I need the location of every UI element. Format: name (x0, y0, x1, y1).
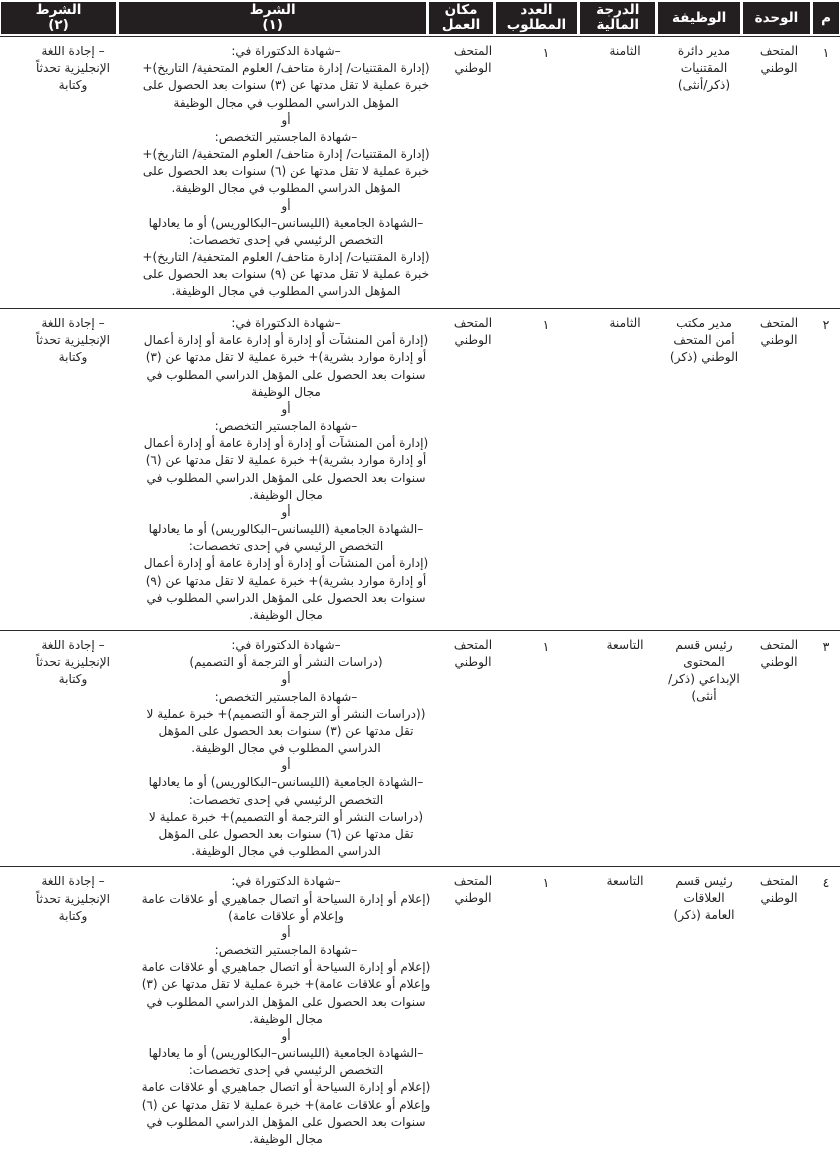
cell-grade: التاسعة (606, 638, 644, 653)
column-header-grade-label-line2: المالية (596, 17, 640, 33)
cell-condition-one (131, 315, 441, 624)
cell-unit: المتحف الوطني (759, 44, 799, 75)
column-header-condition-two-line2: (٢) (48, 17, 69, 33)
table-row (0, 36, 840, 308)
cell-required-count: ١ (542, 639, 550, 655)
condition-paragraph: (إدارة أمن المنشآت أو إدارة أو إدارة عامة أو إدارة أعمال أو إدارة موارد بشرية)+ خبرة عملية لا تقل مدتها عن (٣) سنوات بعد الحصول على المؤهل الدراسي المطلوب في مجال الوظيفة (143, 333, 429, 399)
table-row (0, 308, 840, 630)
cell-unit: المتحف الوطني (759, 874, 799, 906)
cell-grade: الثامنة (609, 44, 641, 58)
condition-paragraph: (دراسات النشر أو الترجمة أو التصميم)+ خبرة عملية لا تقل مدتها عن (٦) سنوات بعد الحصول على المؤهل الدراسي المطلوب في مجال الوظيفة. (148, 809, 424, 859)
cell-condition-one (131, 43, 441, 301)
condition-paragraph: –شهادة الماجستير التخصص: (214, 129, 358, 144)
cell-condition-two: – إجادة اللغة الإنجليزية تحدثاً وكتابة (35, 874, 111, 923)
cell-condition-two: – إجادة اللغة الإنجليزية تحدثاً وكتابة (35, 316, 111, 365)
column-header-job-label: الوظيفة (671, 9, 727, 26)
cell-job: رئيس قسم المحتوى الإبداعي (ذكر/أنثى) (668, 638, 740, 703)
condition-or-separator: أو (281, 504, 291, 519)
condition-paragraph: (إدارة أمن المنشآت أو إدارة أو إدارة عامة أو إدارة أعمال أو إدارة موارد بشرية)+ خبرة عملية لا تقل مدتها عن (٩) سنوات بعد الحصول على المؤهل الدراسي المطلوب في مجال الوظيفة. (143, 556, 429, 622)
cell-grade: التاسعة (606, 874, 644, 889)
column-header-grade-label-line1: الدرجة (596, 2, 640, 19)
cell-serial: ٢ (822, 317, 830, 332)
column-header-required-count-line2: المطلوب (506, 17, 567, 33)
column-header-condition-one-line2: (١) (262, 17, 283, 33)
condition-or-separator: أو (281, 112, 291, 127)
condition-paragraph: –شهادة الماجستير التخصص: (214, 943, 358, 958)
cell-condition-one (131, 873, 441, 1148)
column-header-serial-label: م (821, 9, 832, 26)
cell-required-count: ١ (542, 45, 550, 60)
cell-required-count: ١ (542, 875, 550, 891)
table-header-row (0, 0, 840, 36)
condition-paragraph: –شهادة الدكتوراة في: (231, 316, 341, 330)
column-header-workplace (429, 2, 492, 34)
condition-paragraph: –شهادة الدكتوراة في: (231, 638, 341, 653)
cell-unit: المتحف الوطني (759, 638, 799, 669)
cell-required-count: ١ (542, 317, 550, 332)
column-header-unit (743, 2, 810, 34)
cell-serial: ٣ (822, 639, 830, 655)
condition-paragraph: (إدارة المقتنيات/ إدارة متاحف/ العلوم المتحفية/ التاريخ)+ خبرة عملية لا تقل مدتها عن (٩) سنوات بعد الحصول على المؤهل الدراسي المطلوب في مجال الوظيفة. (142, 250, 430, 299)
cell-condition-two: – إجادة اللغة الإنجليزية تحدثاً وكتابة (35, 638, 111, 687)
column-header-unit-label: الوحدة (754, 9, 799, 26)
condition-paragraph: (إعلام أو إدارة السياحة أو اتصال جماهيري أو علاقات عامة وإعلام أو علاقات عامة) (141, 891, 431, 923)
cell-condition-one (131, 637, 441, 860)
condition-paragraph: –الشهادة الجامعية (الليسانس–البكالوريس) أو ما يعادلها التخصص الرئيسي في إحدى تخصصات: (148, 775, 424, 807)
condition-or-separator: أو (281, 401, 291, 416)
column-header-condition-two (1, 2, 116, 34)
table-row (0, 630, 840, 866)
cell-job: رئيس قسم العلاقات العامة (ذكر) (673, 874, 735, 922)
condition-paragraph: –شهادة الماجستير التخصص: (214, 689, 358, 704)
cell-workplace: المتحف الوطني (453, 638, 493, 669)
condition-or-separator: أو (281, 758, 291, 773)
condition-paragraph: (إعلام أو إدارة السياحة أو اتصال جماهيري أو علاقات عامة وإعلام أو علاقات عامة)+ خبرة عملية لا تقل مدتها عن (٣) سنوات بعد الحصول على المؤهل الدراسي المطلوب في مجال الوظيفة. (141, 960, 431, 1026)
condition-paragraph: (إدارة المقتنيات/ إدارة متاحف/ العلوم المتحفية/ التاريخ)+ خبرة عملية لا تقل مدتها عن (٣) سنوات بعد الحصول على المؤهل الدراسي المطلوب في مجال الوظيفة (142, 61, 430, 110)
condition-paragraph: ((دراسات النشر أو الترجمة أو التصميم)+ خبرة عملية لا تقل مدتها عن (٣) سنوات بعد الحصول على المؤهل الدراسي المطلوب في مجال الوظيفة. (146, 706, 426, 756)
column-header-workplace-line1: مكان (444, 2, 478, 19)
condition-or-separator: أو (281, 1028, 291, 1043)
cell-unit: المتحف الوطني (759, 316, 799, 347)
cell-workplace: المتحف الوطني (453, 44, 493, 75)
cell-job: مدير مكتب أمن المتحف الوطني (ذكر) (669, 316, 739, 364)
condition-paragraph: –الشهادة الجامعية (الليسانس–البكالوريس) أو ما يعادلها التخصص الرئيسي في إحدى تخصصات: (148, 522, 424, 554)
column-header-workplace-line2: العمل (441, 17, 481, 33)
cell-workplace: المتحف الوطني (453, 874, 493, 906)
condition-paragraph: –شهادة الدكتوراة في: (231, 874, 341, 889)
condition-paragraph: (دراسات النشر أو الترجمة أو التصميم) (189, 655, 383, 670)
table-row (0, 866, 840, 1154)
condition-or-separator: أو (281, 672, 291, 687)
cell-serial: ٤ (822, 875, 830, 891)
condition-or-separator: أو (281, 925, 291, 940)
column-header-required-count (496, 2, 577, 34)
cell-grade: الثامنة (609, 316, 641, 330)
cell-workplace: المتحف الوطني (453, 316, 493, 347)
cell-serial: ١ (822, 45, 830, 60)
condition-paragraph: (إدارة المقتنيات/ إدارة متاحف/ العلوم المتحفية/ التاريخ)+ خبرة عملية لا تقل مدتها عن (٦) سنوات بعد الحصول على المؤهل الدراسي المطلوب في مجال الوظيفة. (142, 147, 430, 196)
condition-paragraph: –الشهادة الجامعية (الليسانس–البكالوريس) أو ما يعادلها التخصص الرئيسي في إحدى تخصصات: (148, 215, 424, 247)
cell-job: مدير دائرة المقتنيات (ذكر/أنثى) (677, 44, 731, 92)
condition-paragraph: –شهادة الدكتوراة في: (231, 44, 341, 58)
column-header-condition-two-line1: الشرط (35, 2, 82, 19)
column-header-grade (580, 2, 655, 34)
column-header-job (658, 2, 739, 34)
condition-paragraph: –شهادة الماجستير التخصص: (214, 419, 358, 434)
column-header-condition-one (119, 2, 426, 34)
column-header-required-count-line1: العدد (520, 2, 553, 19)
condition-or-separator: أو (281, 198, 291, 213)
column-header-condition-one-line1: الشرط (249, 2, 296, 19)
condition-paragraph: (إدارة أمن المنشآت أو إدارة أو إدارة عامة أو إدارة أعمال أو إدارة موارد بشرية)+ خبرة عملية لا تقل مدتها عن (٦) سنوات بعد الحصول على المؤهل الدراسي المطلوب في مجال الوظيفة. (143, 436, 429, 502)
condition-paragraph: (إعلام أو إدارة السياحة أو اتصال جماهيري أو علاقات عامة وإعلام أو علاقات عامة)+ خبرة عملية لا تقل مدتها عن (٦) سنوات بعد الحصول على المؤهل الدراسي المطلوب في مجال الوظيفة. (141, 1080, 431, 1146)
condition-paragraph: –الشهادة الجامعية (الليسانس–البكالوريس) أو ما يعادلها التخصص الرئيسي في إحدى تخصصات: (148, 1046, 424, 1078)
column-header-serial (813, 2, 839, 34)
cell-condition-two: – إجادة اللغة الإنجليزية تحدثاً وكتابة (35, 44, 111, 93)
